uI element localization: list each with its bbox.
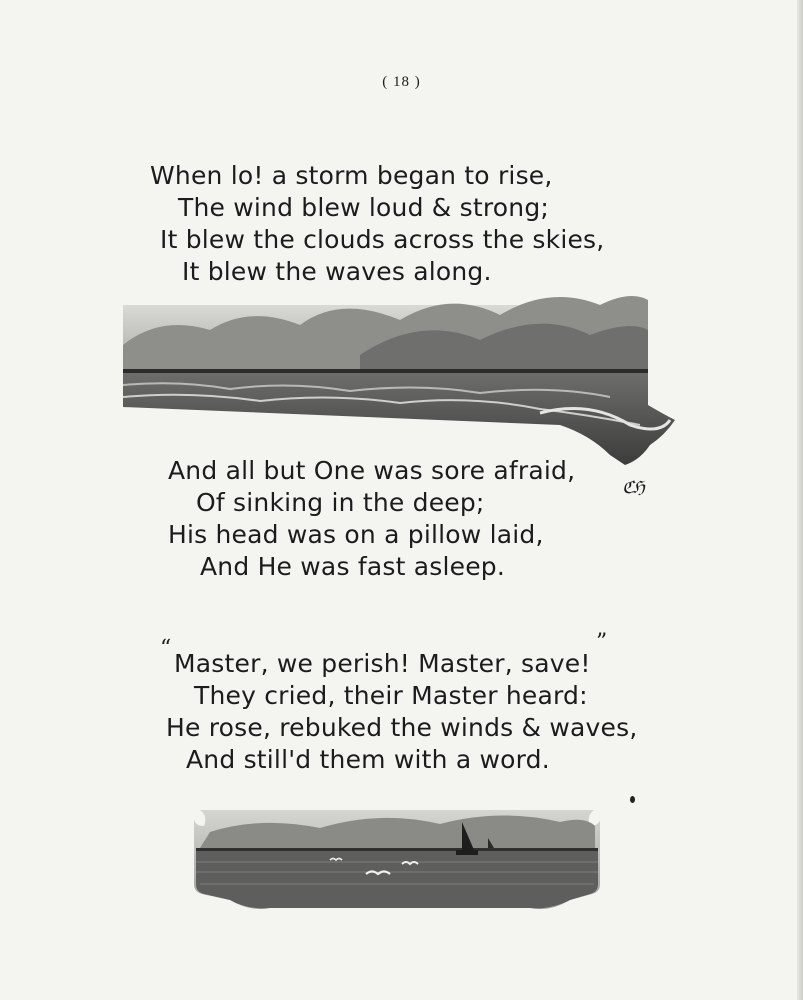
stanza-line: They cried, their Master heard: [194,681,588,710]
page-edge [797,0,803,1000]
stanza-line: When lo! a storm began to rise, [150,161,553,190]
stanza-line: Master, we perish! Master, save! [174,649,591,678]
stanza-2 [168,455,575,583]
horizon-line [123,369,648,373]
sailboat-hull [456,850,478,855]
stanza-line: Of sinking in the deep; [196,488,485,517]
stormy-sea-illustration [120,285,680,475]
stanza-line: The wind blew loud & strong; [178,193,550,222]
stanza-1 [150,160,604,288]
stanza-line: And all but One was sore afraid, [168,456,576,485]
calm-horizon [196,848,598,851]
page-number: ( 18 ) [382,74,421,90]
calm-sea-illustration [190,796,604,916]
stanza-line: It blew the waves along. [182,257,492,286]
open-quote: “ [160,636,172,661]
stanza-line: It blew the clouds across the skies, [160,225,605,254]
stanza-line: And He was fast asleep. [200,552,505,581]
ink-speck [630,796,635,803]
stanza-line: He rose, rebuked the winds & waves, [166,713,638,742]
close-quote: ” [596,630,608,655]
stanza-3 [166,648,637,776]
calm-sea [196,851,598,908]
artist-monogram-icon: ℭℌ [622,478,643,498]
stanza-line: And still'd them with a word. [186,745,550,774]
stanza-line: His head was on a pillow laid, [168,520,544,549]
